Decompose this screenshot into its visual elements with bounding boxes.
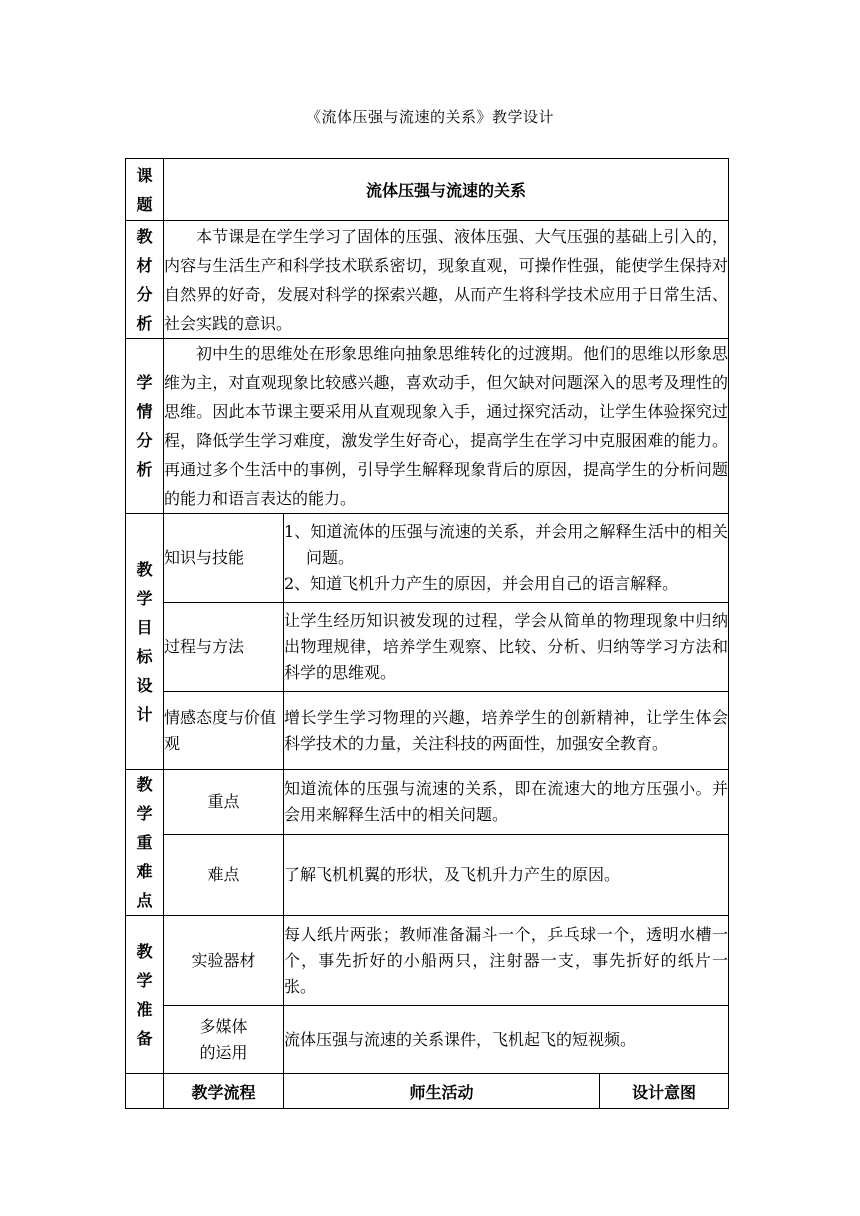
material-analysis-text: 本节课是在学生学习了固体的压强、液体压强、大气压强的基础上引入的，内容与生活生产和科学技术联系密切，现象直观，可操作性强，能使学生保持对自然界的好奇，发展对科学的探索兴趣，从而产生将科学技术应用于日常生活、社会实践的意识。 <box>164 221 729 339</box>
equipment-label: 实验器材 <box>164 916 284 1006</box>
attitude-values-label: 情感态度与价值观 <box>164 692 284 770</box>
knowledge-skills-content <box>284 514 729 603</box>
learner-analysis-text: 初中生的思维处在形象思维向抽象思维转化的过渡期。他们的思维以形象思维为主，对直观现象比较感兴趣，喜欢动手，但欠缺对问题深入的思考及理性的思维。因此本节课主要采用从直观现象入手，通过探究活动，让学生体验探究过程，降低学生学习难度，激发学生好奇心，提高学生在学习中克服困难的能力。再通过多个生活中的事例，引导学生解释现象背后的原因，提高学生的分析问题的能力和语言表达的能力。 <box>164 339 729 514</box>
difficulty-row <box>126 834 729 915</box>
multimedia-label: 多媒体 的运用 <box>164 1006 284 1074</box>
preparation-label: 教 学 准 备 <box>126 916 164 1074</box>
flow-header-process: 教学流程 <box>164 1074 284 1109</box>
attitude-values-text: 增长学生学习物理的兴趣，培养学生的创新精神，让学生体会科学技术的力量，关注科技的两面性，加强安全教育。 <box>284 692 729 770</box>
learner-analysis-label: 学 情 分 析 <box>126 339 164 514</box>
flow-header-blank <box>126 1074 164 1109</box>
flow-header-intent: 设计意图 <box>600 1074 729 1109</box>
process-methods-text: 让学生经历知识被发现的过程，学会从简单的物理现象中归纳出物理规律，培养学生观察、比较、分析、归纳等学习方法和科学的思维观。 <box>284 603 729 692</box>
document-title: 《流体压强与流速的关系》教学设计 <box>305 108 554 126</box>
difficulty-label: 难点 <box>164 834 284 915</box>
difficulty-text: 了解飞机机翼的形状，及飞机升力产生的原因。 <box>284 834 729 915</box>
topic-value: 流体压强与流速的关系 <box>164 159 729 221</box>
key-points-label: 教 学 重 难 点 <box>126 770 164 916</box>
topic-label: 课 题 <box>126 159 164 221</box>
knowledge-item-2: 2、知道飞机升力产生的原因，并会用自己的语言解释。 <box>284 574 679 593</box>
objective-knowledge-row <box>126 514 729 603</box>
objective-attitude-row <box>126 692 729 770</box>
material-analysis-label: 教 材 分 析 <box>126 221 164 339</box>
focus-text: 知道流体的压强与流速的关系，即在流速大的地方压强小。并会用来解释生活中的相关问题。 <box>284 770 729 835</box>
multimedia-row <box>126 1006 729 1074</box>
lesson-plan-table <box>125 158 729 1109</box>
equipment-text: 每人纸片两张；教师准备漏斗一个，乒乓球一个，透明水槽一个，事先折好的小船两只，注射器一支，事先折好的纸片一张。 <box>284 916 729 1006</box>
topic-row <box>126 159 729 221</box>
knowledge-skills-label: 知识与技能 <box>164 514 284 603</box>
equipment-row <box>126 916 729 1006</box>
focus-label: 重点 <box>164 770 284 835</box>
multimedia-text: 流体压强与流速的关系课件，飞机起飞的短视频。 <box>284 1006 729 1074</box>
objective-process-row <box>126 603 729 692</box>
flow-header-row <box>126 1074 729 1109</box>
objectives-label: 教 学 目 标 设 计 <box>126 514 164 770</box>
key-point-row <box>126 770 729 835</box>
knowledge-item-1: 1、知道流体的压强与流速的关系，并会用之解释生活中的相关问题。 <box>284 522 728 567</box>
learner-analysis-row <box>126 339 729 514</box>
material-analysis-row <box>126 221 729 339</box>
flow-header-activities: 师生活动 <box>284 1074 600 1109</box>
process-methods-label: 过程与方法 <box>164 603 284 692</box>
